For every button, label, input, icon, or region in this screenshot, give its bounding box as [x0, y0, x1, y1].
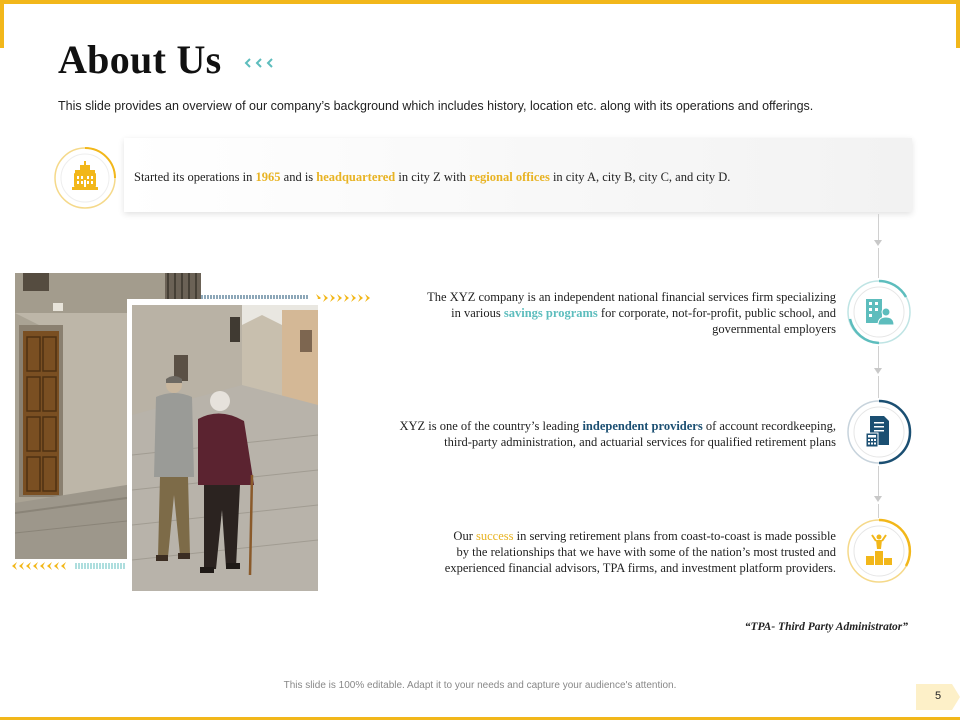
page-title: About Us [58, 37, 222, 82]
connector-line [878, 248, 879, 278]
connector-line [878, 214, 879, 240]
connector-line [878, 376, 879, 398]
connector-line [878, 466, 879, 496]
hq-highlight: headquartered [316, 170, 396, 184]
page-number: 5 [934, 690, 942, 702]
frame-right-border [956, 0, 960, 48]
page-subtitle: This slide provides an overview of our company’s background which includes history, location etc. along with its operations and offerings. [58, 99, 814, 113]
building-icon [53, 146, 117, 210]
success-podium-icon [846, 518, 912, 584]
savings-programs-highlight: savings programs [503, 306, 598, 320]
footer-note: This slide is 100% editable. Adapt it to your needs and capture your audience's attention. [283, 680, 677, 691]
founding-year: 1965 [255, 170, 281, 184]
title-chevrons-decoration [243, 56, 277, 70]
tpa-footnote: “TPA- Third Party Administrator” [744, 621, 908, 633]
info-text: Started its operations in 1965 and is headquartered in city Z with regional offices in city A, city B, city C, and city D. [134, 170, 731, 184]
connector-line [878, 504, 879, 518]
point-2-text: XYZ is one of the country’s leading independent providers of account recordkeeping, third-party administration, and actuarial services for qualified retirement plans [399, 419, 836, 449]
independent-providers-highlight: independent providers [582, 419, 703, 433]
point-3-text: Our success in serving retirement plans from coast-to-coast is made possible by the relationships that we have with some of the nation’s most trusted and experienced financial advisors, TPA firms, and investment platform providers. [444, 529, 836, 575]
frame-left-border [0, 0, 4, 48]
regional-highlight: regional offices [469, 170, 550, 184]
elderly-couple-photo [132, 305, 318, 591]
success-highlight: success [476, 529, 514, 543]
document-calculator-icon [846, 399, 912, 465]
connector-arrow [874, 496, 882, 502]
connector-arrow [874, 368, 882, 374]
frame-top-border [0, 0, 960, 4]
connector-line [878, 346, 879, 368]
pointer-arrows-decoration-left [10, 561, 130, 571]
office-person-icon [846, 279, 912, 345]
connector-arrow [874, 240, 882, 246]
point-1-text: The XYZ company is an independent national financial services firm specializing in various savings programs for corporate, not-for-profit, public school, and governmental employers [427, 290, 836, 336]
